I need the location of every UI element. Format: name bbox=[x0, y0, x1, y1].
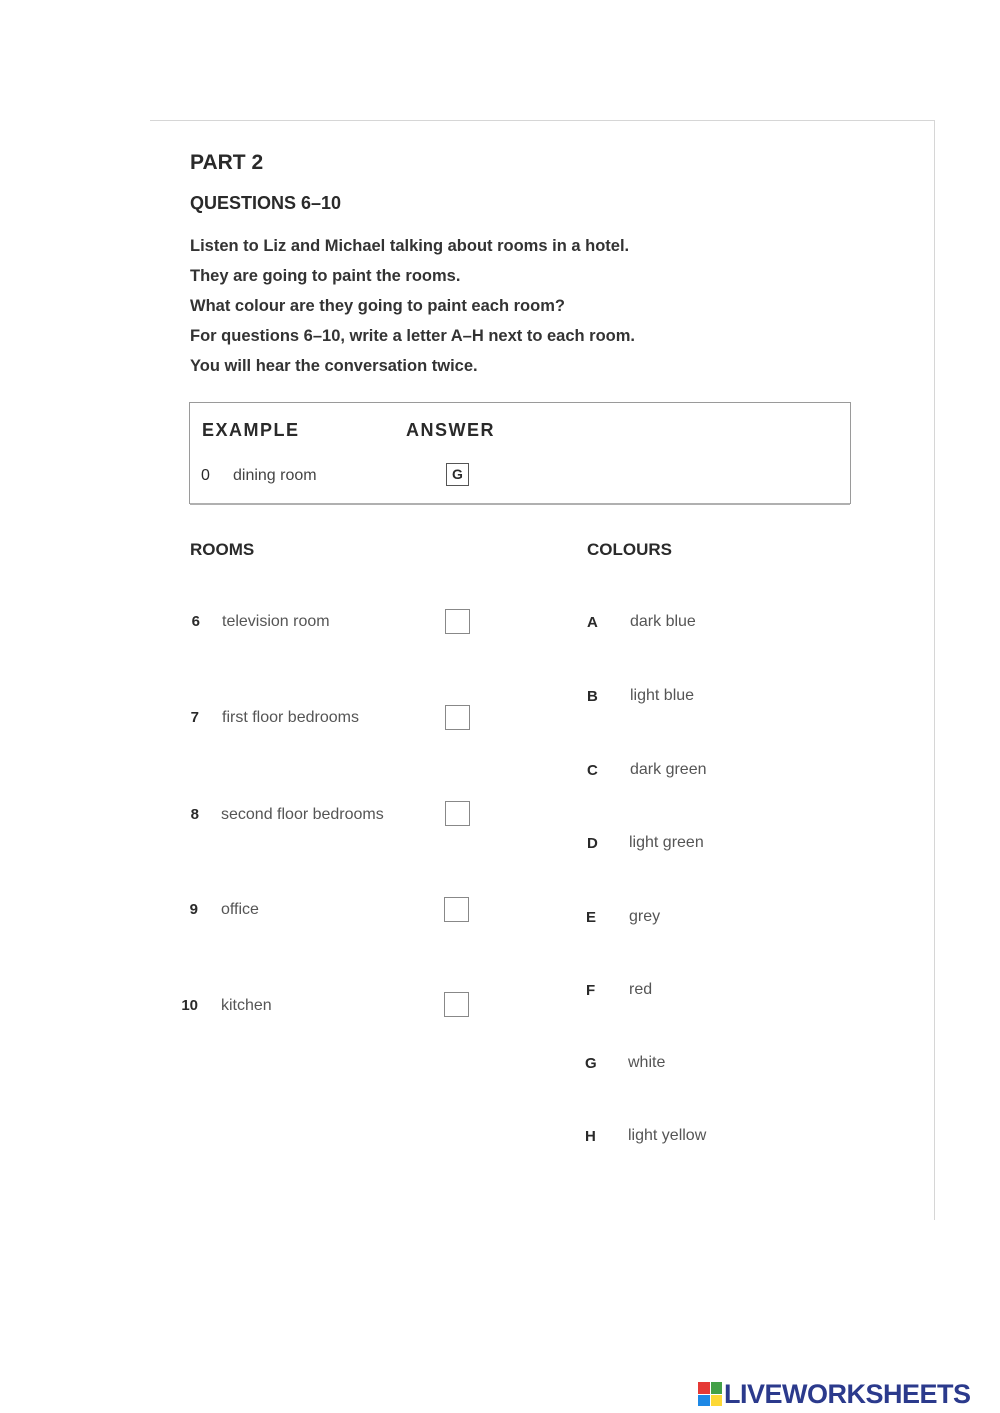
logo-square-blue bbox=[698, 1395, 710, 1407]
instruction-line-1: Listen to Liz and Michael talking about rooms in a hotel. bbox=[190, 237, 630, 255]
room-number-7: 7 bbox=[190, 709, 199, 726]
colour-label-d: light green bbox=[629, 834, 704, 851]
logo-square-red bbox=[698, 1382, 710, 1394]
instruction-line-2: They are going to paint the rooms. bbox=[190, 267, 461, 285]
room-label-7: first floor bedrooms bbox=[222, 709, 359, 726]
instruction-line-3: What colour are they going to paint each room? bbox=[190, 297, 565, 315]
example-number: 0 bbox=[201, 467, 210, 484]
sheet-top-border bbox=[150, 120, 935, 121]
logo-square-green bbox=[711, 1382, 723, 1394]
part-title: PART 2 bbox=[190, 151, 264, 174]
room-number-10: 10 bbox=[181, 997, 198, 1014]
colour-label-h: light yellow bbox=[628, 1127, 707, 1144]
instruction-line-4: For questions 6–10, write a letter A–H next to each room. bbox=[190, 327, 636, 345]
colour-label-a: dark blue bbox=[630, 613, 696, 630]
room-label-9: office bbox=[221, 901, 259, 918]
colour-letter-a: A bbox=[587, 614, 598, 631]
room-label-10: kitchen bbox=[221, 997, 272, 1014]
liveworksheets-logo bbox=[698, 1378, 971, 1410]
example-room: dining room bbox=[233, 467, 317, 484]
sheet-right-border bbox=[934, 120, 935, 1220]
example-box bbox=[189, 402, 851, 504]
logo-mark-icon bbox=[698, 1382, 722, 1406]
colour-letter-d: D bbox=[587, 835, 598, 852]
colour-label-b: light blue bbox=[630, 687, 695, 704]
room-label-8: second floor bedrooms bbox=[221, 806, 384, 823]
colour-letter-b: B bbox=[587, 688, 598, 705]
logo-square-yellow bbox=[711, 1395, 723, 1407]
colour-letter-h: H bbox=[585, 1128, 596, 1145]
colour-label-g: white bbox=[628, 1054, 666, 1071]
example-heading: EXAMPLE bbox=[202, 420, 300, 440]
colour-label-f: red bbox=[629, 981, 653, 998]
colour-label-c: dark green bbox=[630, 761, 707, 778]
room-number-8: 8 bbox=[190, 806, 199, 823]
answer-box-9[interactable] bbox=[444, 897, 469, 922]
answer-box-10[interactable] bbox=[444, 992, 469, 1017]
colour-letter-f: F bbox=[586, 982, 596, 999]
room-number-9: 9 bbox=[189, 901, 198, 918]
colour-letter-c: C bbox=[587, 762, 598, 779]
answer-heading: ANSWER bbox=[406, 420, 495, 440]
rooms-heading: ROOMS bbox=[190, 540, 255, 559]
room-number-6: 6 bbox=[191, 613, 200, 630]
colours-heading: COLOURS bbox=[587, 540, 672, 559]
example-answer-box: G bbox=[446, 463, 469, 486]
room-label-6: television room bbox=[222, 613, 330, 630]
answer-box-7[interactable] bbox=[445, 705, 470, 730]
answer-box-8[interactable] bbox=[445, 801, 470, 826]
answer-box-6[interactable] bbox=[445, 609, 470, 634]
colour-letter-e: E bbox=[586, 909, 597, 926]
instruction-line-5: You will hear the conversation twice. bbox=[190, 357, 478, 375]
colour-letter-g: G bbox=[585, 1055, 597, 1072]
colour-label-e: grey bbox=[629, 908, 661, 925]
logo-text: LIVEWORKSHEETS bbox=[724, 1378, 971, 1409]
questions-title: QUESTIONS 6–10 bbox=[190, 193, 342, 213]
